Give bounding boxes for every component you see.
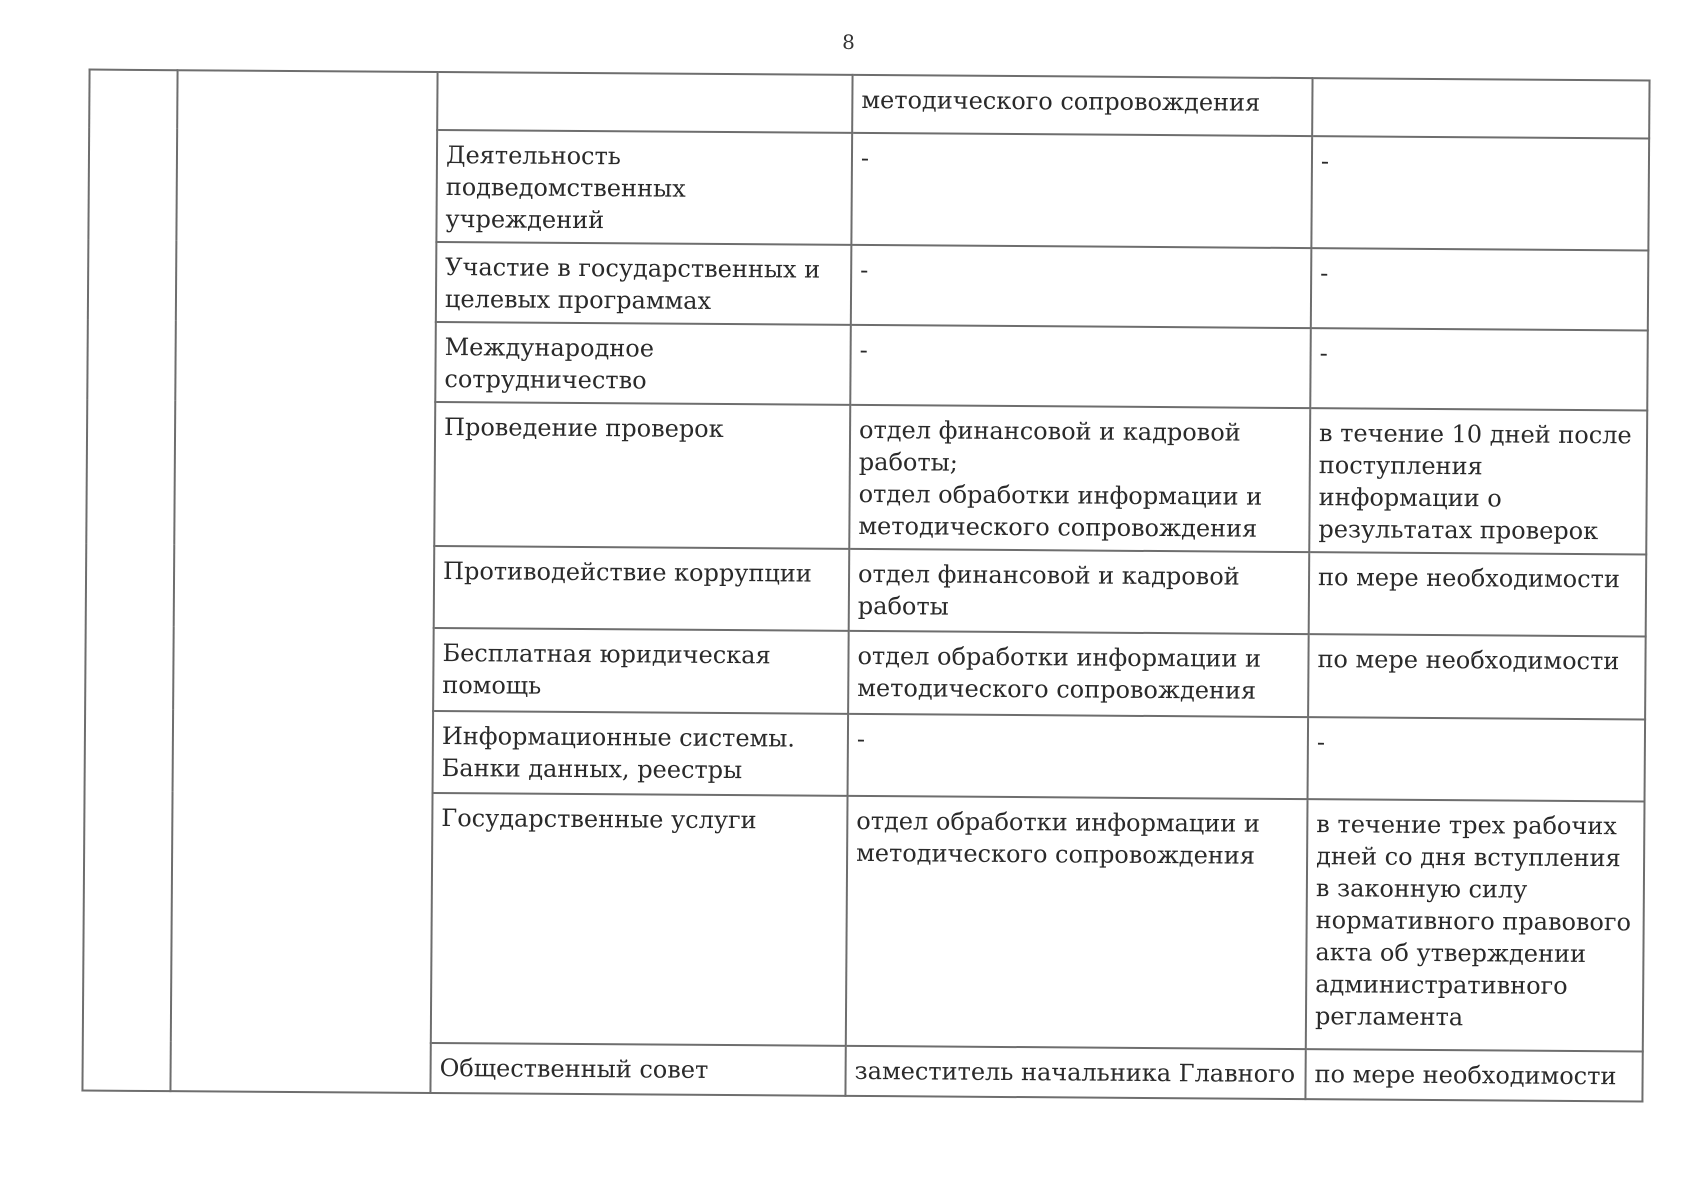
deadline-cell: по мере необходимости xyxy=(1305,1049,1642,1101)
deadline-cell: по мере необходимости xyxy=(1309,552,1647,636)
activity-cell: Противодействие коррупции xyxy=(434,546,850,631)
activity-cell: Информационные системы. Банки данных, реестры xyxy=(433,711,849,796)
activity-cell: Проведение проверок xyxy=(434,402,850,549)
responsible-cell: отдел финансовой и кадровой работы xyxy=(849,549,1310,634)
activity-cell: Государственные услуги xyxy=(431,793,848,1046)
activity-cell: Международное сотрудничество xyxy=(435,322,851,405)
number-column-cell xyxy=(82,70,177,1092)
responsible-cell: заместитель начальника Главного xyxy=(845,1046,1305,1099)
deadline-cell: в течение 10 дней после поступления информации о результатах проверок xyxy=(1309,408,1647,554)
deadline-cell: - xyxy=(1311,136,1649,250)
page-number: 8 xyxy=(842,30,855,54)
responsible-cell: - xyxy=(851,133,1312,248)
activity-cell: Общественный совет xyxy=(430,1043,845,1096)
activity-cell xyxy=(437,72,852,133)
activity-cell: Участие в государственных и целевых программах xyxy=(436,242,852,325)
deadline-cell: - xyxy=(1311,248,1649,330)
responsible-cell: отдел финансовой и кадровой работы; отдел обработки информации и методического сопровождения xyxy=(849,405,1310,552)
deadline-cell xyxy=(1312,78,1649,138)
responsible-cell: методического сопровождения xyxy=(852,75,1312,136)
responsible-cell: отдел обработки информации и методического сопровождения xyxy=(846,796,1308,1049)
deadline-cell: - xyxy=(1310,328,1648,410)
responsible-cell: - xyxy=(851,245,1312,328)
responsible-cell: отдел обработки информации и методического сопровождения xyxy=(848,631,1309,717)
deadline-cell: - xyxy=(1308,717,1646,801)
deadline-cell: в течение трех рабочих дней со дня вступления в законную силу нормативного правового акта об утверждении административного регламента xyxy=(1306,799,1645,1051)
table-row xyxy=(89,70,1649,139)
responsible-cell: - xyxy=(848,714,1309,799)
activity-cell: Деятельность подведомственных учреждений xyxy=(436,130,852,245)
activity-cell: Бесплатная юридическая помощь xyxy=(433,628,849,714)
section-column-cell xyxy=(170,70,437,1093)
measures-table xyxy=(81,69,1650,1103)
responsible-cell: - xyxy=(850,325,1311,408)
deadline-cell: по мере необходимости xyxy=(1308,634,1646,719)
